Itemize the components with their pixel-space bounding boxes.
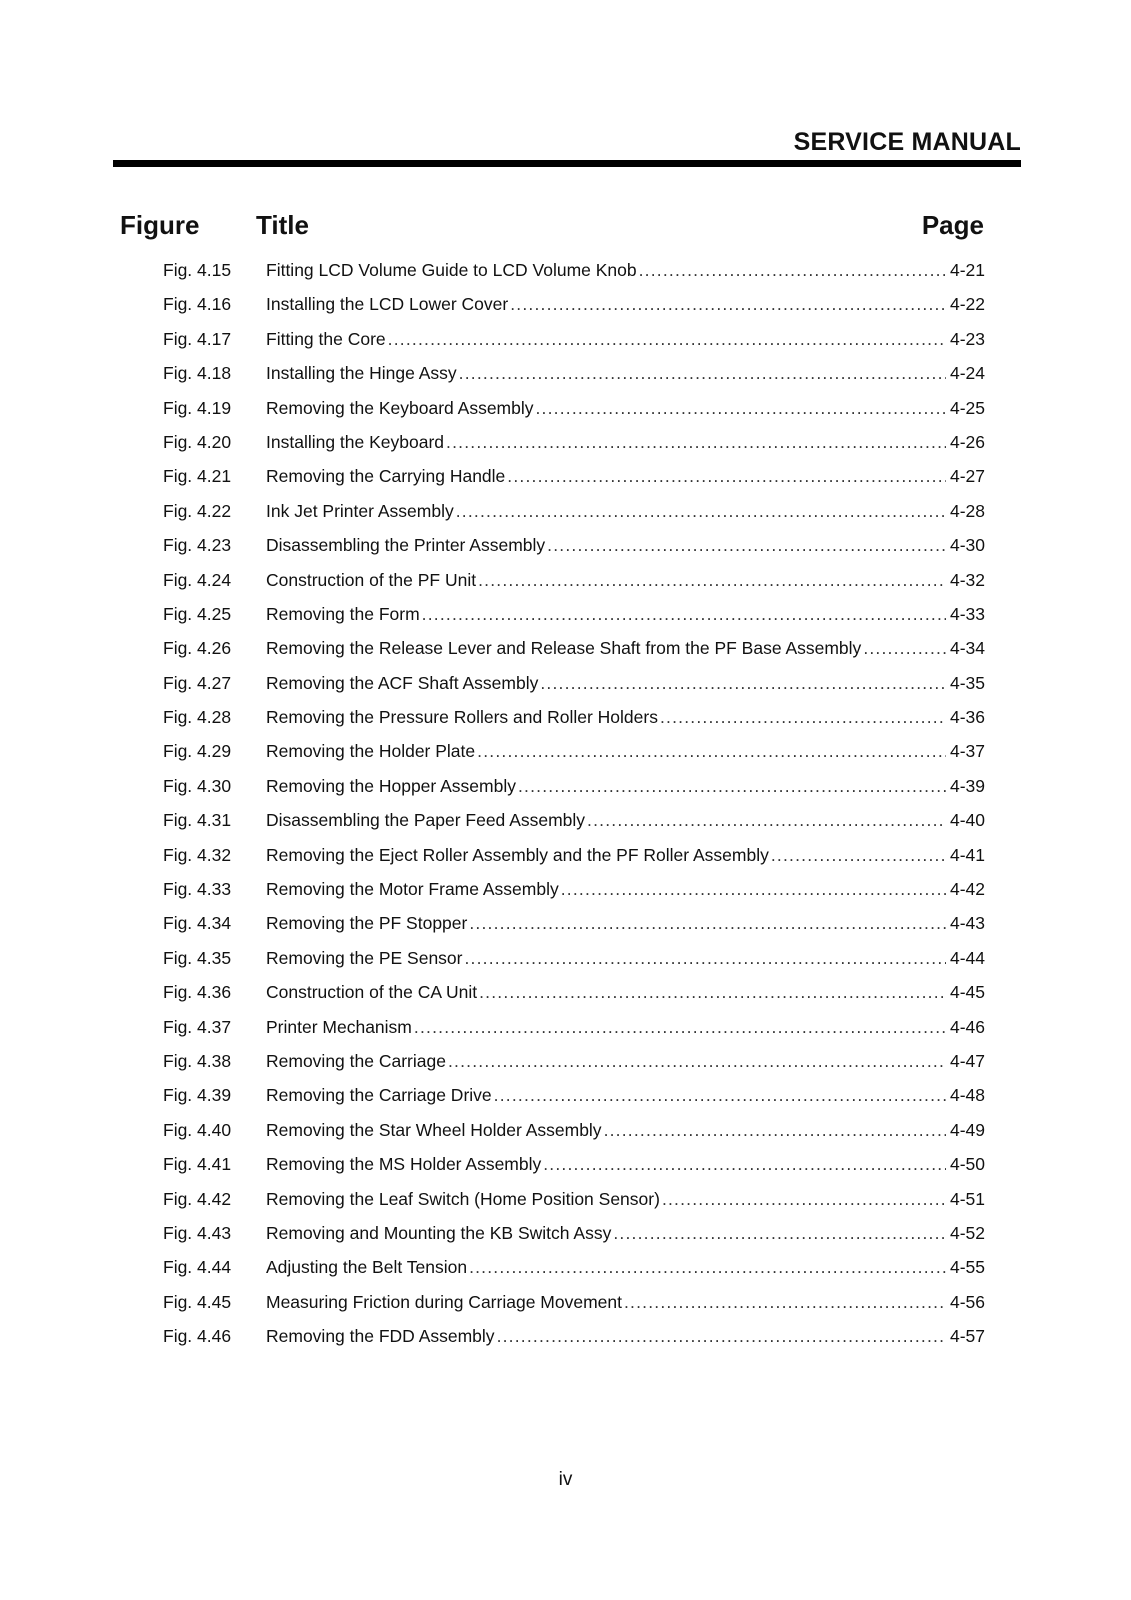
dot-leader bbox=[613, 1221, 946, 1245]
figure-list-item bbox=[163, 464, 985, 498]
figure-number: Fig. 4.20 bbox=[163, 431, 232, 452]
figure-page-number: 4-34 bbox=[949, 638, 985, 659]
dot-leader bbox=[446, 430, 946, 454]
figure-list-item bbox=[163, 568, 985, 602]
dot-leader bbox=[547, 533, 946, 557]
dot-leader bbox=[604, 1118, 946, 1142]
figure-title: Installing the Hinge Assy bbox=[266, 363, 457, 384]
figure-page-number: 4-46 bbox=[949, 1016, 985, 1037]
dot-leader bbox=[863, 636, 946, 660]
figure-list-item bbox=[163, 361, 985, 395]
figure-number: Fig. 4.19 bbox=[163, 397, 232, 418]
figure-list-item bbox=[163, 1152, 985, 1186]
dot-leader bbox=[507, 464, 946, 488]
figure-list-item bbox=[163, 705, 985, 739]
figure-list-item bbox=[163, 1221, 985, 1255]
figure-list-item bbox=[163, 1118, 985, 1152]
figure-number: Fig. 4.45 bbox=[163, 1291, 232, 1312]
header-rule bbox=[113, 160, 1021, 167]
figure-number: Fig. 4.30 bbox=[163, 775, 232, 796]
figure-number: Fig. 4.18 bbox=[163, 363, 232, 384]
figure-number: Fig. 4.32 bbox=[163, 844, 232, 865]
dot-leader bbox=[624, 1290, 946, 1314]
figure-title: Removing the Leaf Switch (Home Position Sensor) bbox=[266, 1188, 660, 1209]
dot-leader bbox=[660, 705, 946, 729]
figure-list-item bbox=[163, 1187, 985, 1221]
dot-leader bbox=[456, 499, 946, 523]
figure-page-number: 4-50 bbox=[949, 1154, 985, 1175]
page-number: iv bbox=[558, 1469, 573, 1490]
figure-title: Installing the Keyboard bbox=[266, 431, 445, 452]
dot-leader bbox=[448, 1049, 946, 1073]
dot-leader bbox=[477, 739, 946, 763]
figure-number: Fig. 4.28 bbox=[163, 707, 232, 728]
figure-title: Ink Jet Printer Assembly bbox=[266, 500, 454, 521]
figure-list-item bbox=[163, 533, 985, 567]
figure-number: Fig. 4.33 bbox=[163, 879, 232, 900]
figure-page-number: 4-36 bbox=[949, 707, 985, 728]
figure-title: Construction of the CA Unit bbox=[266, 982, 478, 1003]
figure-list-item bbox=[163, 602, 985, 636]
figure-list-item bbox=[163, 808, 985, 842]
dot-leader bbox=[414, 1015, 946, 1039]
figure-page-number: 4-48 bbox=[949, 1085, 985, 1106]
figure-list-item bbox=[163, 774, 985, 808]
figure-page-number: 4-23 bbox=[949, 328, 985, 349]
dot-leader bbox=[561, 877, 946, 901]
figure-title: Removing the FDD Assembly bbox=[266, 1326, 495, 1347]
figure-title: Removing the PE Sensor bbox=[266, 947, 463, 968]
figure-number: Fig. 4.42 bbox=[163, 1188, 232, 1209]
figure-list-item bbox=[163, 1049, 985, 1083]
figure-title: Removing the Carrying Handle bbox=[266, 466, 506, 487]
figure-list-item bbox=[163, 980, 985, 1014]
figure-title: Removing the Carriage Drive bbox=[266, 1085, 492, 1106]
dot-leader bbox=[465, 946, 946, 970]
document-header-title: SERVICE MANUAL bbox=[793, 128, 1021, 156]
figure-title: Removing and Mounting the KB Switch Assy bbox=[266, 1222, 612, 1243]
figure-number: Fig. 4.27 bbox=[163, 672, 232, 693]
column-heading-figure: Figure bbox=[120, 210, 200, 240]
figure-page-number: 4-49 bbox=[949, 1119, 985, 1140]
figure-list-item bbox=[163, 946, 985, 980]
dot-leader bbox=[510, 292, 946, 316]
figure-number: Fig. 4.21 bbox=[163, 466, 232, 487]
figure-page-number: 4-47 bbox=[949, 1050, 985, 1071]
figure-number: Fig. 4.26 bbox=[163, 638, 232, 659]
figure-list-item bbox=[163, 292, 985, 326]
figure-list-item bbox=[163, 911, 985, 945]
dot-leader bbox=[536, 396, 946, 420]
dot-leader bbox=[469, 911, 946, 935]
figure-number: Fig. 4.38 bbox=[163, 1050, 232, 1071]
dot-leader bbox=[479, 980, 946, 1004]
figure-title: Removing the Pressure Rollers and Roller Holders bbox=[266, 707, 658, 728]
figure-page-number: 4-39 bbox=[949, 775, 985, 796]
figure-list-item bbox=[163, 739, 985, 773]
figure-list-item bbox=[163, 1290, 985, 1324]
dot-leader bbox=[422, 602, 946, 626]
figure-list-item bbox=[163, 636, 985, 670]
figure-number: Fig. 4.16 bbox=[163, 294, 232, 315]
figure-title: Measuring Friction during Carriage Movement bbox=[266, 1291, 622, 1312]
figure-page-number: 4-28 bbox=[949, 500, 985, 521]
figure-page-number: 4-21 bbox=[949, 260, 985, 280]
figure-page-number: 4-32 bbox=[949, 569, 985, 590]
figure-number: Fig. 4.43 bbox=[163, 1222, 232, 1243]
figure-number: Fig. 4.35 bbox=[163, 947, 232, 968]
figure-page-number: 4-37 bbox=[949, 741, 985, 762]
figure-title: Printer Mechanism bbox=[266, 1016, 412, 1037]
dot-leader bbox=[478, 568, 946, 592]
figure-page-number: 4-45 bbox=[949, 982, 985, 1003]
figure-title: Removing the Hopper Assembly bbox=[266, 775, 516, 796]
figure-list-item bbox=[163, 671, 985, 705]
figure-number: Fig. 4.37 bbox=[163, 1016, 232, 1037]
figure-title: Removing the Form bbox=[266, 603, 420, 624]
figure-list-item bbox=[163, 1083, 985, 1117]
figure-page-number: 4-56 bbox=[949, 1291, 985, 1312]
figure-list-item bbox=[163, 1324, 985, 1358]
figure-page-number: 4-41 bbox=[949, 844, 985, 865]
figure-list-item bbox=[163, 258, 985, 292]
figure-number: Fig. 4.46 bbox=[163, 1326, 232, 1347]
dot-leader bbox=[771, 843, 946, 867]
figure-title: Construction of the PF Unit bbox=[266, 569, 477, 590]
figure-number: Fig. 4.40 bbox=[163, 1119, 232, 1140]
figure-page-number: 4-26 bbox=[949, 431, 985, 452]
column-heading-page: Page bbox=[921, 210, 984, 240]
figure-title: Fitting the Core bbox=[266, 328, 386, 349]
dot-leader bbox=[459, 361, 946, 385]
figure-title: Removing the Carriage bbox=[266, 1050, 446, 1071]
figure-list-item bbox=[163, 327, 985, 361]
figure-title: Removing the Eject Roller Assembly and the PF Roller Assembly bbox=[266, 844, 769, 865]
figure-number: Fig. 4.17 bbox=[163, 328, 232, 349]
figure-title: Removing the MS Holder Assembly bbox=[266, 1154, 542, 1175]
figure-number: Fig. 4.44 bbox=[163, 1257, 232, 1278]
figure-number: Fig. 4.34 bbox=[163, 913, 232, 934]
figure-number: Fig. 4.22 bbox=[163, 500, 232, 521]
figure-page-number: 4-35 bbox=[949, 672, 985, 693]
figure-page-number: 4-43 bbox=[949, 913, 985, 934]
dot-leader bbox=[662, 1187, 946, 1211]
figure-list-item bbox=[163, 877, 985, 911]
dot-leader bbox=[639, 258, 946, 282]
figure-title: Adjusting the Belt Tension bbox=[266, 1257, 468, 1278]
figure-page-number: 4-40 bbox=[949, 810, 985, 831]
figure-list-item bbox=[163, 499, 985, 533]
figure-title: Removing the PF Stopper bbox=[266, 913, 468, 934]
figure-list bbox=[163, 258, 985, 1359]
figure-number: Fig. 4.41 bbox=[163, 1154, 232, 1175]
figure-number: Fig. 4.24 bbox=[163, 569, 232, 590]
figure-number: Fig. 4.36 bbox=[163, 982, 232, 1003]
dot-leader bbox=[518, 774, 946, 798]
dot-leader bbox=[494, 1083, 946, 1107]
figure-title: Installing the LCD Lower Cover bbox=[266, 294, 509, 315]
figure-page-number: 4-52 bbox=[949, 1222, 985, 1243]
figure-title: Removing the Keyboard Assembly bbox=[266, 397, 534, 418]
figure-list-item bbox=[163, 396, 985, 430]
figure-page-number: 4-30 bbox=[949, 535, 985, 556]
figure-title: Removing the Release Lever and Release Shaft from the PF Base Assembly bbox=[266, 638, 862, 659]
dot-leader bbox=[540, 671, 946, 695]
figure-list-item bbox=[163, 843, 985, 877]
figure-title: Disassembling the Paper Feed Assembly bbox=[266, 810, 586, 831]
figure-number: Fig. 4.15 bbox=[163, 260, 232, 280]
figure-page-number: 4-51 bbox=[949, 1188, 985, 1209]
figure-number: Fig. 4.25 bbox=[163, 603, 232, 624]
figure-page-number: 4-55 bbox=[949, 1257, 985, 1278]
figure-number: Fig. 4.39 bbox=[163, 1085, 232, 1106]
figure-title: Disassembling the Printer Assembly bbox=[266, 535, 546, 556]
dot-leader bbox=[469, 1255, 946, 1279]
column-heading-title: Title bbox=[256, 210, 309, 240]
figure-number: Fig. 4.31 bbox=[163, 810, 232, 831]
figure-title: Removing the Star Wheel Holder Assembly bbox=[266, 1119, 602, 1140]
figure-page-number: 4-57 bbox=[949, 1326, 985, 1347]
dot-leader bbox=[388, 327, 946, 351]
dot-leader bbox=[543, 1152, 946, 1176]
figure-list-item bbox=[163, 1255, 985, 1289]
figure-page-number: 4-42 bbox=[949, 879, 985, 900]
figure-page-number: 4-27 bbox=[949, 466, 985, 487]
figure-title: Removing the ACF Shaft Assembly bbox=[266, 672, 539, 693]
column-headings bbox=[120, 212, 984, 244]
figure-page-number: 4-24 bbox=[949, 363, 985, 384]
figure-title: Fitting LCD Volume Guide to LCD Volume Knob bbox=[266, 260, 637, 280]
figure-page-number: 4-44 bbox=[949, 947, 985, 968]
figure-number: Fig. 4.29 bbox=[163, 741, 232, 762]
figure-number: Fig. 4.23 bbox=[163, 535, 232, 556]
figure-title: Removing the Motor Frame Assembly bbox=[266, 879, 559, 900]
figure-page-number: 4-25 bbox=[949, 397, 985, 418]
figure-list-item bbox=[163, 430, 985, 464]
figure-list-item bbox=[163, 1015, 985, 1049]
figure-page-number: 4-22 bbox=[949, 294, 985, 315]
figure-page-number: 4-33 bbox=[949, 603, 985, 624]
dot-leader bbox=[587, 808, 946, 832]
dot-leader bbox=[497, 1324, 946, 1348]
figure-title: Removing the Holder Plate bbox=[266, 741, 476, 762]
